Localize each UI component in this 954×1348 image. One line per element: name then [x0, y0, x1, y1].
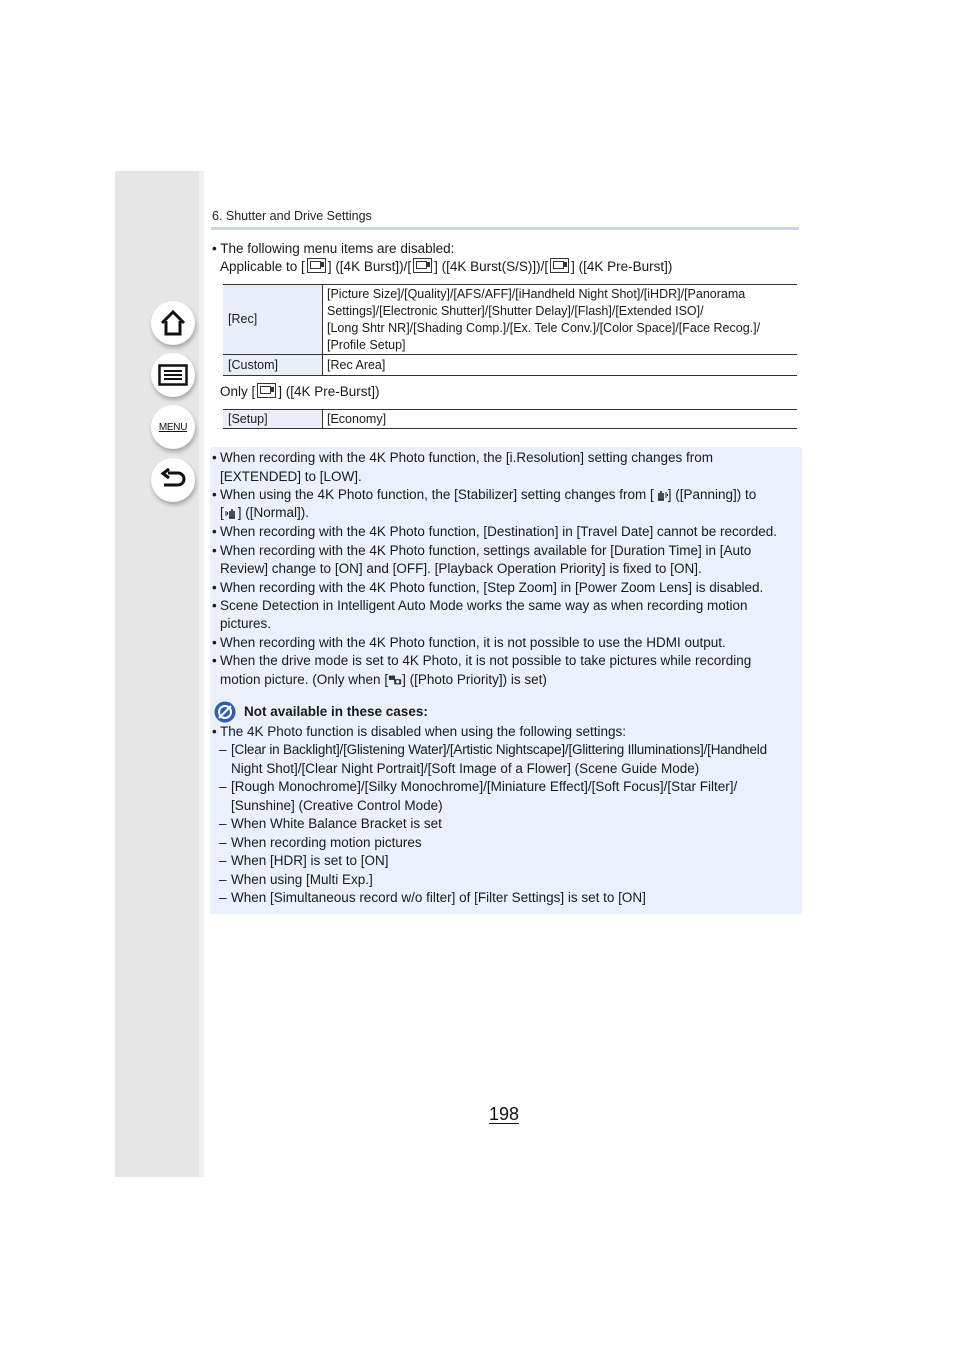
note-item-cont: [EXTENDED] to [LOW]. [220, 469, 362, 484]
sidebar-edge [199, 171, 204, 1177]
dash-item: – [219, 853, 227, 868]
disabled-items-table [223, 284, 797, 376]
table-row-label: [Custom] [223, 355, 323, 376]
note-item: • When using the 4K Photo function, the [Stabilizer] setting changes from [ ] ([Panning]) to [212, 487, 757, 502]
applicable-line: Applicable to [ ] ([4K Burst])/[ ] ([4K Burst(S/S)])/[ ] ([4K Pre-Burst]) [220, 259, 673, 274]
dash-item-cont: [Sunshine] (Creative Control Mode) [231, 798, 443, 813]
chapter-rule [211, 227, 799, 230]
note-item: • When recording with the 4K Photo function, [Step Zoom] in [Power Zoom Lens] is disabled. [212, 580, 764, 595]
dash-item-text: When recording motion pictures [231, 835, 422, 850]
note-item-cont: Review] change to [ON] and [OFF]. [Playback Operation Priority] is fixed to [ON]. [220, 561, 702, 576]
back-arrow-icon [159, 467, 187, 493]
pre-burst-table [223, 409, 797, 429]
dash-item-text: [Rough Monochrome]/[Silky Monochrome]/[Miniature Effect]/[Soft Focus]/[Star Filter]/ [231, 779, 738, 794]
contents-button[interactable] [151, 353, 195, 397]
note-item: • When the drive mode is set to 4K Photo, it is not possible to take pictures while recording [212, 653, 752, 668]
note-item: • When recording with the 4K Photo function, settings available for [Duration Time] in [Auto [212, 543, 752, 558]
note-item: • The 4K Photo function is disabled when using the following settings: [212, 724, 627, 739]
table-row [223, 285, 797, 355]
list-icon [158, 363, 188, 387]
dash-item: – [219, 835, 227, 850]
note-item: • When recording with the 4K Photo function, [Destination] in [Travel Date] cannot be recorded. [212, 524, 778, 539]
dash-item-text: When using [Multi Exp.] [231, 872, 373, 887]
back-button[interactable] [151, 458, 195, 502]
note-item: • When recording with the 4K Photo function, it is not possible to use the HDMI output. [212, 635, 726, 650]
dash-item-text: When White Balance Bracket is set [231, 816, 442, 831]
table-row-value: [Economy] [323, 410, 798, 429]
table-row-value: [Picture Size]/[Quality]/[AFS/AFF]/[iHandheld Night Shot]/[iHDR]/[Panorama Settings]/[Electronic Shutter]/[Shutter Delay]/[Flash]/[Extended ISO]/ [Long Shtr NR]/[Shading Comp.]/[Ex. Tele Conv.]/[Color Space]/[Face Recog.]/ [Profile Setup] [323, 285, 798, 355]
dash-item: – [219, 872, 227, 887]
dash-item-text: When [Simultaneous record w/o filter] of [Filter Settings] is set to [ON] [231, 890, 646, 905]
dash-item: – [219, 890, 227, 905]
table-row [223, 355, 797, 376]
menu-label: MENU [158, 421, 188, 433]
only-line: Only [ ] ([4K Pre-Burst]) [220, 384, 380, 399]
4k-burst-ss-icon [413, 258, 432, 273]
dash-item-text: [Clear in Backlight]/[Glistening Water]/[Artistic Nightscape]/[Glittering Illuminations]/[Handheld [231, 742, 767, 757]
dash-item: – [219, 779, 227, 794]
dash-item: – [219, 742, 227, 757]
not-available-icon [214, 701, 236, 723]
4k-pre-burst-icon [257, 383, 276, 398]
note-item: • Scene Detection in Intelligent Auto Mode works the same way as when recording motion [212, 598, 748, 613]
not-available-heading: Not available in these cases: [244, 704, 428, 719]
table-row [223, 410, 797, 429]
note-item-cont: pictures. [220, 616, 272, 631]
dash-item-cont: Night Shot]/[Clear Night Portrait]/[Soft Image of a Flower] (Scene Guide Mode) [231, 761, 700, 776]
table-row-label: [Setup] [223, 410, 323, 429]
panning-stabilizer-icon [654, 488, 668, 501]
intro-bullet: • The following menu items are disabled: [212, 241, 455, 256]
table-row-value: [Rec Area] [323, 355, 798, 376]
4k-pre-burst-icon [550, 258, 569, 273]
page-number[interactable]: 198 [489, 1104, 520, 1124]
dash-item-text: When [HDR] is set to [ON] [231, 853, 389, 868]
dash-item: – [219, 816, 227, 831]
4k-burst-icon [307, 258, 326, 273]
photo-priority-icon [388, 673, 402, 686]
chapter-title: 6. Shutter and Drive Settings [212, 209, 372, 223]
home-icon [159, 309, 187, 337]
home-button[interactable] [151, 301, 195, 345]
menu-button[interactable] [151, 405, 195, 449]
note-item-cont: motion picture. (Only when [ ] ([Photo Priority]) is set) [220, 672, 547, 687]
normal-stabilizer-icon [224, 506, 238, 519]
note-item: • When recording with the 4K Photo function, the [i.Resolution] setting changes from [212, 450, 714, 465]
table-row-label: [Rec] [223, 285, 323, 355]
note-item-cont: [ ] ([Normal]). [220, 505, 310, 520]
